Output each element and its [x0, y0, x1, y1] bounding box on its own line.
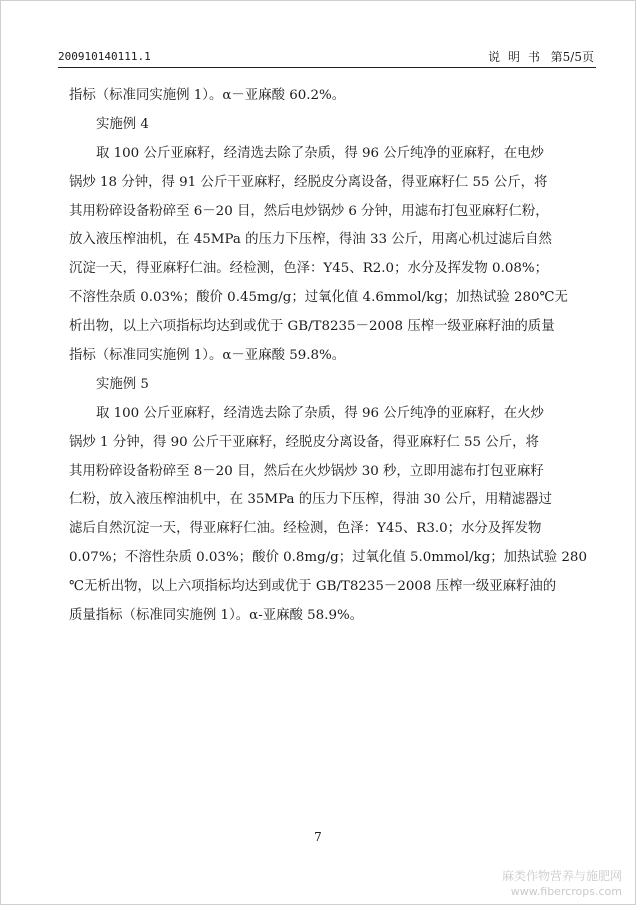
- body-line: 沉淀一天，得亚麻籽仁油。经检测，色泽：Y45、R2.0；水分及挥发物 0.08%；: [69, 261, 548, 277]
- body-line: 取 100 公斤亚麻籽，经清选去除了杂质，得 96 公斤纯净的亚麻籽，在电炒: [96, 145, 544, 161]
- body-line: 取 100 公斤亚麻籽，经清选去除了杂质，得 96 公斤纯净的亚麻籽，在火炒: [96, 405, 544, 421]
- body-line: 指标（标准同实施例 1）。α－亚麻酸 59.8%。: [69, 348, 346, 364]
- body-line: 其用粉碎设备粉碎至 8－20 目，然后在火炒锅炒 30 秒，立即用滤布打包亚麻籽: [69, 463, 544, 479]
- body-line: 不溶性杂质 0.03%；酸价 0.45mg/g；过氧化值 4.6mmol/kg；加热试验 280℃无: [69, 290, 568, 306]
- body-line: 锅炒 1 分钟，得 90 公斤干亚麻籽，经脱皮分离设备，得亚麻籽仁 55 公斤，将: [69, 434, 539, 450]
- body-line: 析出物，以上六项指标均达到或优于 GB/T8235－2008 压榨一级亚麻籽油的质量: [69, 319, 555, 335]
- body-line: 锅炒 18 分钟，得 91 公斤干亚麻籽，经脱皮分离设备，得亚麻籽仁 55 公斤，将: [69, 174, 548, 190]
- application-number: 200910140111.1: [58, 50, 151, 63]
- watermark-title: 麻类作物营养与施肥网: [501, 869, 622, 883]
- page-number: 7: [314, 830, 322, 844]
- document-type: 说明书: [488, 50, 549, 64]
- body-line: 指标（标准同实施例 1）。α－亚麻酸 60.2%。: [69, 88, 346, 103]
- body-line: 放入液压榨油机，在 45MPa 的压力下压榨，得油 33 公斤，用离心机过滤后自然: [69, 232, 552, 248]
- body-line: 质量指标（标准同实施例 1）。α-亚麻酸 58.9%。: [69, 608, 364, 624]
- body-line: 仁粉，放入液压榨油机中，在 35MPa 的压力下压榨，得油 30 公斤，用精滤器过: [69, 492, 552, 508]
- body-line: 滤后自然沉淀一天，得亚麻籽仁油。经检测，色泽：Y45、R3.0；水分及挥发物: [69, 521, 542, 537]
- body-line: 0.07%；不溶性杂质 0.03%；酸价 0.8mg/g；过氧化值 5.0mmol/kg；加热试验 280: [69, 550, 587, 566]
- body-line: ℃无析出物，以上六项指标均达到或优于 GB/T8235－2008 压榨一级亚麻籽油的: [69, 579, 557, 595]
- watermark-url: www.fibercrops.com: [510, 885, 622, 898]
- example-heading: 实施例 5: [96, 376, 149, 392]
- body-line: 其用粉碎设备粉碎至 6－20 目，然后电炒锅炒 6 分钟，用滤布打包亚麻籽仁粉，: [69, 203, 549, 219]
- page-header: [58, 49, 594, 65]
- document-body: [69, 82, 589, 631]
- example-heading: 实施例 4: [96, 116, 149, 132]
- header-rule: [58, 67, 596, 68]
- watermark: [502, 869, 622, 899]
- page-info: 第5/5页: [550, 50, 594, 64]
